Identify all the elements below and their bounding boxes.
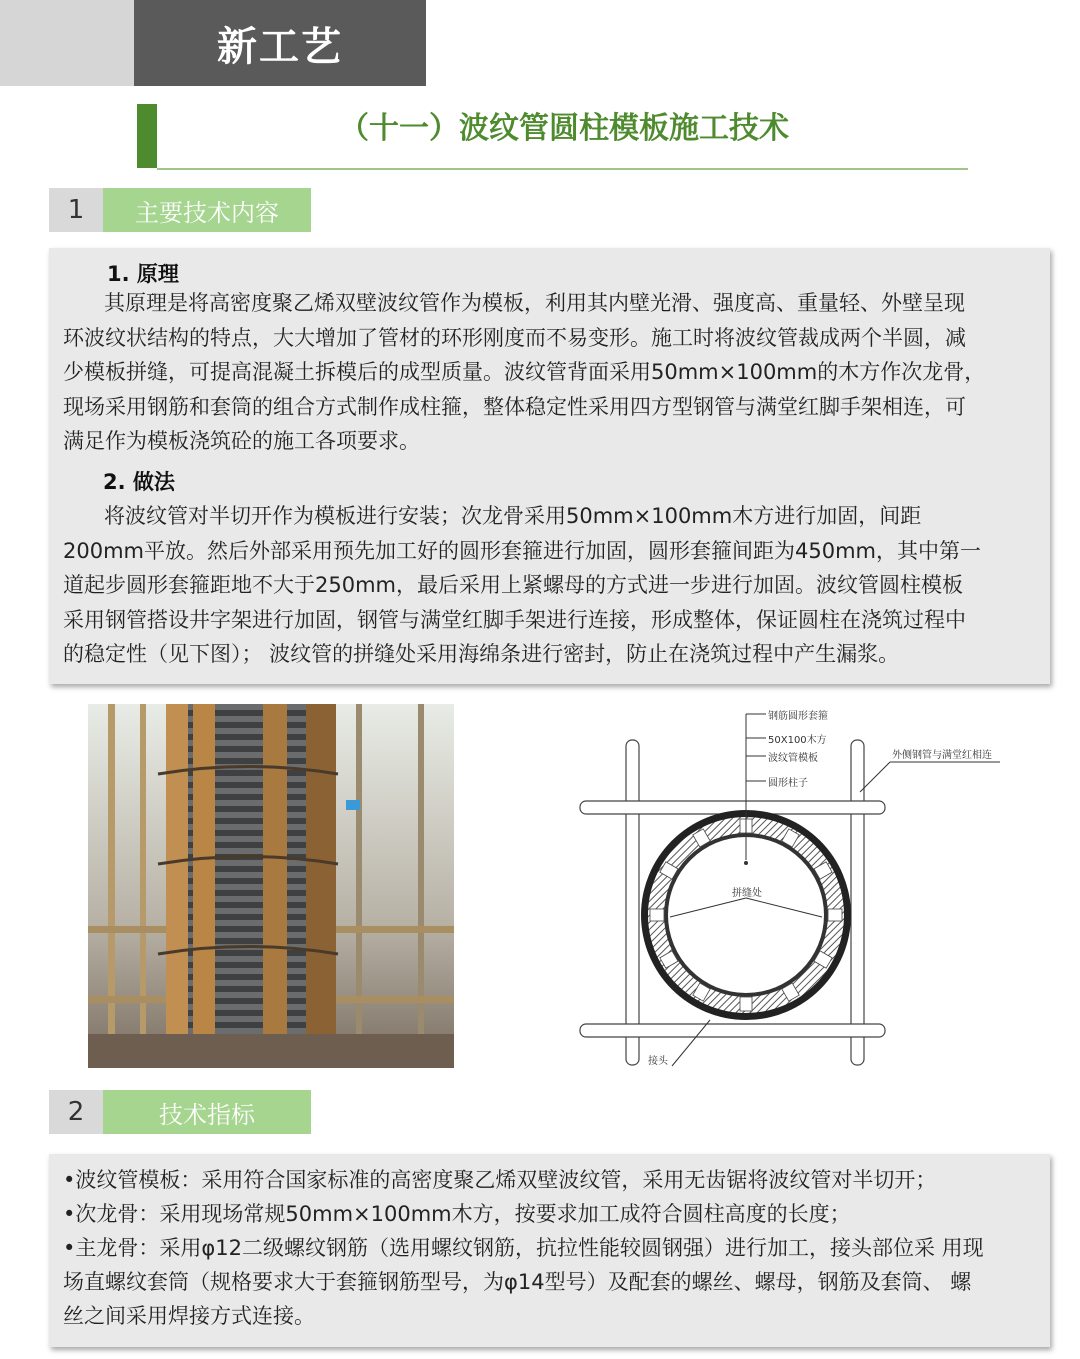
section-1-content-box [49, 248, 1050, 684]
paragraph-line: 的稳定性（见下图）； 波纹管的拼缝处采用海绵条进行密封，防止在浇筑过程中产生漏浆。 [63, 642, 900, 666]
label-hoop: 钢筋圆形套箍 [768, 711, 828, 722]
method-heading: 2. 做法 [103, 470, 175, 494]
list-item: 场直螺纹套筒（规格要求大于套箍钢筋型号，为φ14型号）及配套的螺丝、螺母，钢筋及套筒、 螺 [63, 1270, 972, 1294]
paragraph-line: 道起步圆形套箍距地不大于250mm，最后采用上紧螺母的方式进一步进行加固。波纹管圆柱模板 [63, 573, 963, 597]
page-title: （十一）波纹管圆柱模板施工技术 [339, 111, 789, 146]
paragraph-line: 少模板拼缝，可提高混凝土拆模后的成型质量。波纹管背面采用50mm×100mm的木方作次龙骨， [63, 360, 986, 384]
category-header: 新工艺 [134, 0, 426, 86]
paragraph-line: 环波纹状结构的特点，大大增加了管材的环形刚度而不易变形。施工时将波纹管裁成两个半圆，减 [63, 325, 966, 350]
tech-indicator-list [63, 1163, 1043, 1333]
paragraph-line: 其原理是将高密度聚乙烯双壁波纹管作为模板，利用其内壁光滑、强度高、重量轻、外壁呈现 [104, 291, 965, 315]
paragraph-line: 现场采用钢筋和套筒的组合方式制作成柱箍，整体稳定性采用四方型钢管与满堂红脚手架相连，可 [63, 394, 966, 419]
header-grey-band [0, 0, 134, 86]
list-item: •波纹管模板：采用符合国家标准的高密度聚乙烯双壁波纹管，采用无齿锯将波纹管对半切开； [63, 1168, 937, 1192]
list-item: 丝之间采用焊接方式连接。 [63, 1304, 315, 1328]
title-accent-bar [137, 104, 157, 168]
paragraph-line: 200mm平放。然后外部采用预先加工好的圆形套箍进行加固，圆形套箍间距为450mm，其中第一 [63, 538, 981, 563]
section-2-number: 2 [49, 1090, 103, 1134]
section-2-label: 技术指标 [103, 1090, 311, 1134]
section-1-number: 1 [49, 188, 103, 232]
label-seam: 拼缝处 [732, 888, 762, 899]
label-joint: 接头 [648, 1056, 668, 1067]
site-photo [88, 704, 454, 1068]
paragraph-line: 满足作为模板浇筑砼的施工各项要求。 [63, 429, 420, 453]
section-2-content-box [49, 1154, 1050, 1347]
label-formwork: 波纹管模板 [768, 753, 818, 764]
principle-heading: 1. 原理 [107, 262, 179, 286]
method-paragraph [63, 499, 1033, 672]
paragraph-line: 采用钢管搭设井字架进行加固，钢管与满堂红脚手架进行连接，形成整体，保证圆柱在浇筑过程中 [63, 607, 966, 632]
cross-section-diagram [560, 700, 1030, 1080]
label-timber: 50X100木方 [768, 735, 827, 746]
title-underline [157, 168, 968, 170]
label-outer-pipe: 外侧钢管与满堂红相连 [892, 750, 992, 761]
label-column: 圆形柱子 [768, 778, 808, 789]
list-item: •次龙骨：采用现场常规50mm×100mm木方，按要求加工成符合圆柱高度的长度； [63, 1202, 851, 1226]
principle-paragraph [63, 286, 1033, 459]
section-1-label: 主要技术内容 [103, 188, 311, 232]
paragraph-line: 将波纹管对半切开作为模板进行安装；次龙骨采用50mm×100mm木方进行加固，间距 [104, 504, 922, 528]
list-item: •主龙骨：采用φ12二级螺纹钢筋（选用螺纹钢筋，抗拉性能较圆钢强）进行加工，接头部位采 用现 [63, 1236, 984, 1260]
